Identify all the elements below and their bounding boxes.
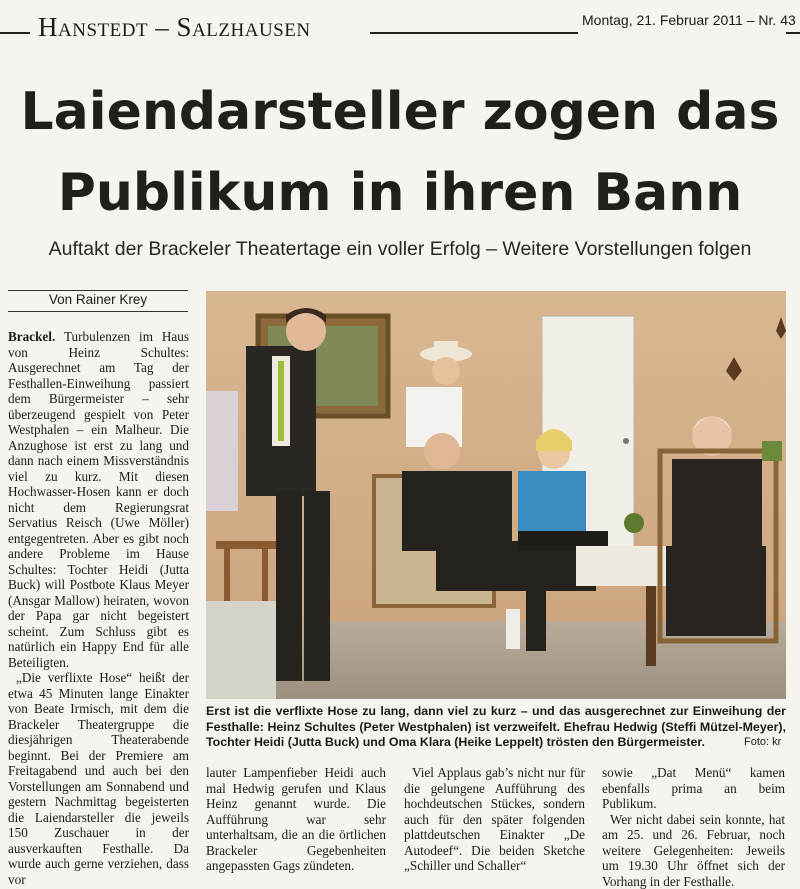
column-4-text-b: Wer nicht dabei sein konnte, hat am 25. und 26. Februar, noch weitere Gelegenheiten: Jeweils um 19.30 Uhr öffnet sich der Vorhang in der Festhalle.	[602, 812, 785, 889]
photo-caption: Erst ist die verflixte Hose zu lang, dann viel zu kurz – und das ausgerechnet zur Einweihung der Festhalle: Heinz Schultes (Peter Westphalen) ist verzweifelt. Ehefrau Hedwig (Steffi Mützel-Meyer), Tochter Heidi (Jutta Buck) und Oma Klara (Heike Leppelt) trösten den Bürgermeister.	[206, 704, 786, 751]
column-4-text-a: sowie „Dat Menü“ kamen ebenfalls prima an beim Publikum.	[602, 765, 785, 812]
column-3-text: Viel Applaus gab’s nicht nur für die gelungene Aufführung des hochdeutschen Stückes, sondern auch für den später folgenden plattdeutschen Einakter „De Autodeef“. Die beiden Sketche „Schiller und Schaller“	[404, 765, 585, 874]
stage-photo-image	[206, 291, 786, 699]
header-rule-end	[786, 32, 800, 34]
header-rule-right	[370, 32, 578, 34]
masthead: Hanstedt – Salzhausen	[38, 12, 311, 43]
article-column-4	[602, 765, 785, 889]
dateline: Montag, 21. Februar 2011 – Nr. 43	[582, 12, 796, 28]
paragraph-1	[8, 329, 189, 670]
byline: Von Rainer Krey	[8, 292, 188, 307]
article-column-1	[8, 329, 189, 670]
subheadline: Auftakt der Brackeler Theatertage ein voller Erfolg – Weitere Vorstellungen folgen	[18, 238, 782, 261]
byline-rule-bottom	[8, 311, 188, 312]
photo-credit: Foto: kr	[744, 736, 781, 748]
dateline-kicker: Brackel.	[8, 329, 55, 344]
article-column-3	[404, 765, 585, 874]
article-column-2	[206, 765, 386, 874]
headline: Laiendarsteller zogen das Publikum in ihren Bann	[18, 72, 782, 234]
column-2-text: lauter Lampenfieber Heidi auch mal Hedwig gerufen und Klaus Heinz genannt wurde. Die Aufführung war sehr unterhaltsam, die an die örtlichen Brackeler Gegebenheiten angepassten Gags zündeten.	[206, 765, 386, 874]
header-rule-left	[0, 32, 30, 34]
byline-rule-top	[8, 290, 188, 291]
paragraph-2: „Die verflixte Hose“ heißt der etwa 45 Minuten lange Einakter von Beate Irmisch, mit dem die Brackeler Theatergruppe die diesjährigen Theaterabende beginnt. Bei der Premiere am Freitagabend und auch bei den Vorstellungen am Sonnabend und gestern Nachmittag begeisterten die Laiendarsteller die jeweils 150 Zuschauer in der ausverkauften Festhalle. Da wurde auch gerne verziehen, dass vor	[8, 670, 189, 887]
article-column-1-continued	[8, 670, 189, 887]
stage-photo	[206, 291, 786, 699]
paragraph-1-text: Turbulenzen im Haus von Heinz Schultes: Ausgerechnet am Tag der Festhallen-Einweihung passiert dem Bürgermeister – sehr überzeugend gespielt von Peter Westphalen – ein Malheur. Die Anzughose ist erst zu lang und dann nach einem Missverständnis viel zu kurz. Mit diesen Hochwasser-Hosen kann er doch nicht dem Regierungsrat Servatius Reisch (Uwe Möller) entgegentreten. Aber es gibt noch andere Probleme im Hause Schultes: Tochter Heidi (Jutta Buck) will Postbote Klaus Meyer (Ansgar Mallow) heiraten, wovon der Papa gar nicht begeistert scheint. Zum Schluss gibt es natürlich ein Happy End für alle Beteiligten.	[8, 329, 189, 670]
